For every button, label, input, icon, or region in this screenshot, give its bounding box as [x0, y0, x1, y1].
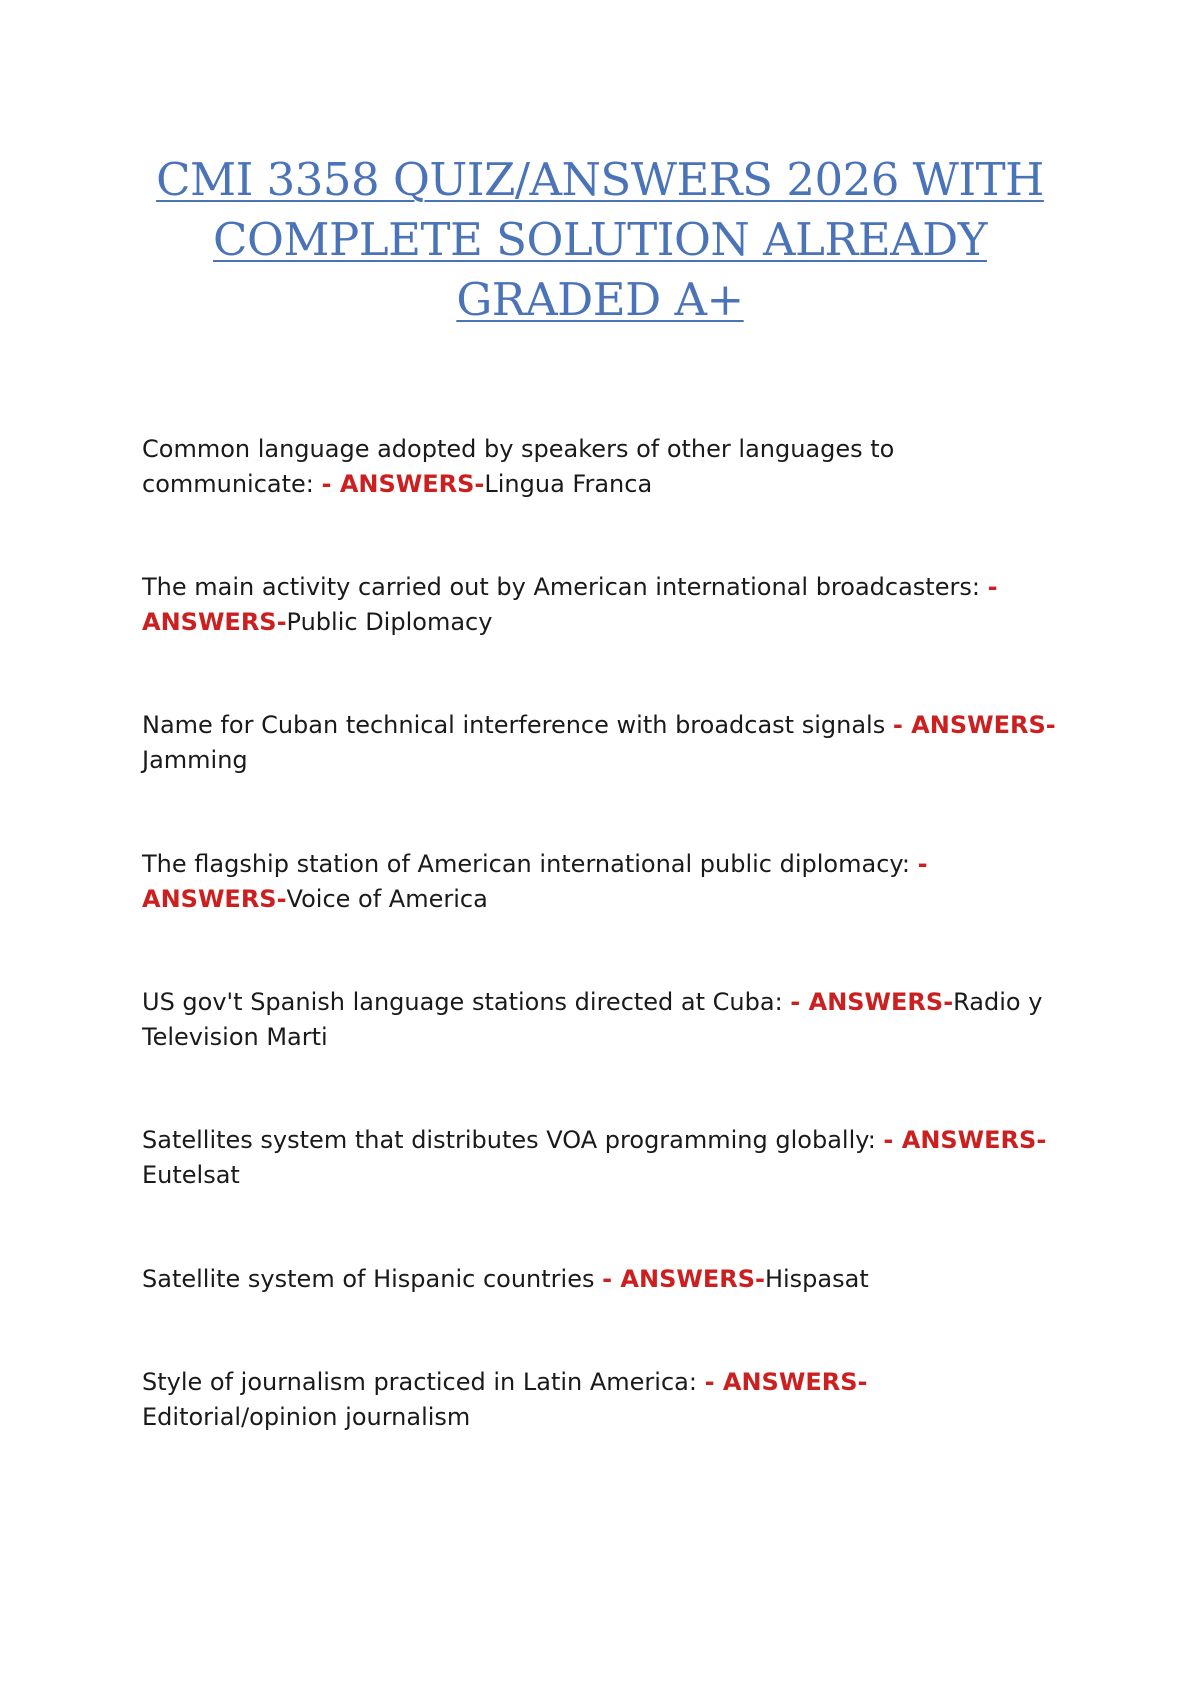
answer-marker: - ANSWERS- — [602, 1265, 765, 1293]
answer-text: Jamming — [142, 746, 248, 774]
answer-marker: - ANSWERS- — [883, 1126, 1047, 1154]
qa-item-1 — [142, 432, 1062, 502]
answer-text: Hispasat — [764, 1265, 869, 1293]
answer-text: Radio y Television Marti — [142, 988, 1043, 1051]
qa-item-2 — [142, 570, 1062, 640]
answer-text: Public Diplomacy — [286, 608, 493, 636]
question-text: The flagship station of American international public diplomacy: — [142, 850, 918, 878]
answer-marker: - ANSWERS- — [704, 1368, 868, 1396]
answer-marker: - ANSWERS- — [790, 988, 954, 1016]
question-text: Satellite system of Hispanic countries — [142, 1265, 603, 1293]
answer-marker: - ANSWERS- — [142, 850, 928, 913]
document-title: CMI 3358 QUIZ/ANSWERS 2026 WITH COMPLETE SOLUTION ALREADY GRADED A+ — [156, 153, 1044, 326]
question-text: Satellites system that distributes VOA programming globally: — [142, 1126, 884, 1154]
answer-text: Eutelsat — [142, 1161, 240, 1189]
qa-item-7 — [142, 1262, 1062, 1297]
answer-marker: - ANSWERS- — [321, 470, 485, 498]
answer-text: Lingua Franca — [484, 470, 653, 498]
question-text: Name for Cuban technical interference with broadcast signals — [142, 711, 893, 739]
question-text: US gov't Spanish language stations directed at Cuba: — [142, 988, 791, 1016]
answer-marker: - ANSWERS- — [892, 711, 1056, 739]
answer-text: Editorial/opinion journalism — [142, 1403, 471, 1431]
question-text: Common language adopted by speakers of other languages to communicate: — [142, 435, 895, 498]
qa-item-8 — [142, 1365, 1062, 1435]
question-text: Style of journalism practiced in Latin America: — [142, 1368, 705, 1396]
qa-item-3 — [142, 708, 1062, 778]
qa-item-6 — [142, 1123, 1062, 1193]
answer-text: Voice of America — [286, 885, 488, 913]
qa-item-5 — [142, 985, 1062, 1055]
qa-item-4 — [142, 847, 1062, 917]
question-text: The main activity carried out by American international broadcasters: — [142, 573, 988, 601]
answer-marker: - ANSWERS- — [142, 573, 998, 636]
